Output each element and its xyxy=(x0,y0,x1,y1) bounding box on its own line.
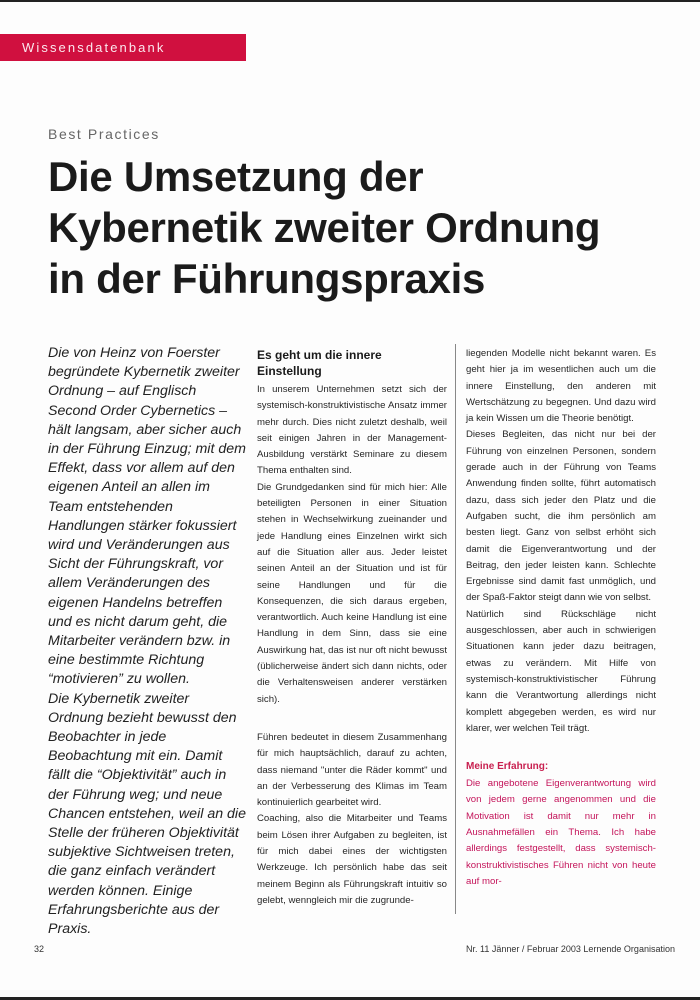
section-label: Wissensdatenbank xyxy=(22,40,166,55)
body-column-2 xyxy=(257,344,447,909)
intro-paragraph: Die von Heinz von Foerster begründete Kybernetik zweiter Ordnung – auf Englisch Second Order Cybernetics – hält langsam, aber sicher auch in der Führung Einzug; mit dem Effekt, dass vor allem auf den eigenen Anteil an allen im Team entstehenden Handlungen stärker fokussiert wird und Veränderungen aus Sicht der Führungskraft, vor allem Veränderungen des eigenen Handelns betreffen und es nicht darum geht, die Mitarbeiter verändern bzw. in eine bestimmte Richtung “motivieren” zu wollen. xyxy=(48,345,246,688)
body-paragraph: Coaching, also die Mitarbeiter und Teams beim Lösen ihrer Aufgaben zu begleiten, ist für mich dabei eines der wichtigsten Werkzeuge. Ich persönlich habe das seit meinem Beginn als Führungskraft intuitiv so gelebt, wenngleich mir die zugrunde- xyxy=(257,813,447,906)
publication-info: Nr. 11 Jänner / Februar 2003 Lernende Organisation xyxy=(466,944,675,954)
intro-paragraph: Die Kybernetik zweiter Ordnung bezieht bewusst den Beobachter in jede Beobachtung mit ein. Damit fällt die “Objektivität” auch in der Führung weg; und neue Chancen entstehen, weil an die Stelle der früheren Objektivität subjektive Sichtweisen treten, die ganz einfach verändert werden können. Einige Erfahrungsberichte aus der Praxis. xyxy=(48,690,246,938)
title-line: in der Führungspraxis xyxy=(48,255,486,302)
body-column-3 xyxy=(466,346,656,890)
body-paragraph: Natürlich sind Rückschläge nicht ausgeschlossen, aber auch in schwierigen Situationen kann jeder dazu beitragen, etwas zu verändern. Mit Hilfe von systemisch-konstruktivistischer Führung kann die Verantwortung allerdings nicht komplett abgegeben werden, es wird nur klarer, wer welchen Teil trägt. xyxy=(466,608,656,734)
column-divider xyxy=(455,344,456,914)
subheading: Es geht um die innere Einstellung xyxy=(257,348,382,378)
section-label-bar xyxy=(0,34,246,61)
paragraph-gap xyxy=(466,737,656,759)
intro-lead xyxy=(48,344,248,939)
article-title xyxy=(48,151,668,304)
page-number: 32 xyxy=(34,944,45,954)
highlight-heading: Meine Erfahrung: xyxy=(466,761,549,773)
kicker-category: Best Practices xyxy=(48,126,160,142)
body-paragraph: In unserem Unternehmen setzt sich der systemisch-konstruktivistische Ansatz immer mehr durch. Dies nicht zuletzt deshalb, weil seit einigen Jahren in der Management-Ausbildung verstärkt Seminare zu diesem Thema enthalten sind. xyxy=(257,384,447,477)
body-paragraph: liegenden Modelle nicht bekannt waren. Es geht hier ja im wesentlichen auch um die innere Einstellung, den anderen mit Wertschätzung zu begegnen. Und dazu wird ja kein Wissen um die Theorie benötigt. xyxy=(466,348,656,425)
body-paragraph: Führen bedeutet in diesem Zusammenhang für mich hauptsächlich, darauf zu achten, dass niemand "unter die Räder kommt" und an der Verbesserung des Klimas im Team kontinuierlich gearbeitet wird. xyxy=(257,731,447,809)
paragraph-gap xyxy=(257,708,447,730)
title-line: Kybernetik zweiter Ordnung xyxy=(48,204,601,251)
highlight-paragraph: Die angebotene Eigenverantwortung wird von jedem gerne angenommen und die Motivation ist damit nur mehr in Ausnahmefällen ein Thema. Ich habe allerdings festgestellt, dass systemisch-konstruktivistisches Führen nicht von heute auf mor- xyxy=(466,778,656,887)
title-line: Die Umsetzung der xyxy=(48,153,424,200)
page-border-top xyxy=(0,0,700,2)
body-paragraph: Die Grundgedanken sind für mich hier: Alle beteiligten Personen in einer Situation stehen in Wechselwirkung zueinander und jede Handlung eines Einzelnen wirkt sich auf die Situation aller aus. Jeder leistet seinen Anteil an der Situation und ist für seine Handlungen und für die Konsequenzen, die sich daraus ergeben, verantwortlich. Auch keine Handlung ist eine Handlung in dem Sinn, dass sie eine Auswirkung hat, das ist nur oft nicht bewusst (üblicherweise ändert sich dann nichts, oder die Verhaltensweisen anderer verstärken sich). xyxy=(257,481,447,705)
body-paragraph: Dieses Begleiten, das nicht nur bei der Führung von einzelnen Personen, sondern gerade auch in der Führung von Teams Anwendung finden sollte, führt automatisch dazu, dass sich jeder den Platz und die Aufgaben sucht, die ihm persönlich am besten liegt. Ganz von selbst erhöht sich damit die Eigenverantwortung und der Beitrag, den jeder leisten kann. Schlechte Ergebnisse sind damit fast unmöglich, und der Spaß-Faktor steigt dann wie von selbst. xyxy=(466,429,656,604)
